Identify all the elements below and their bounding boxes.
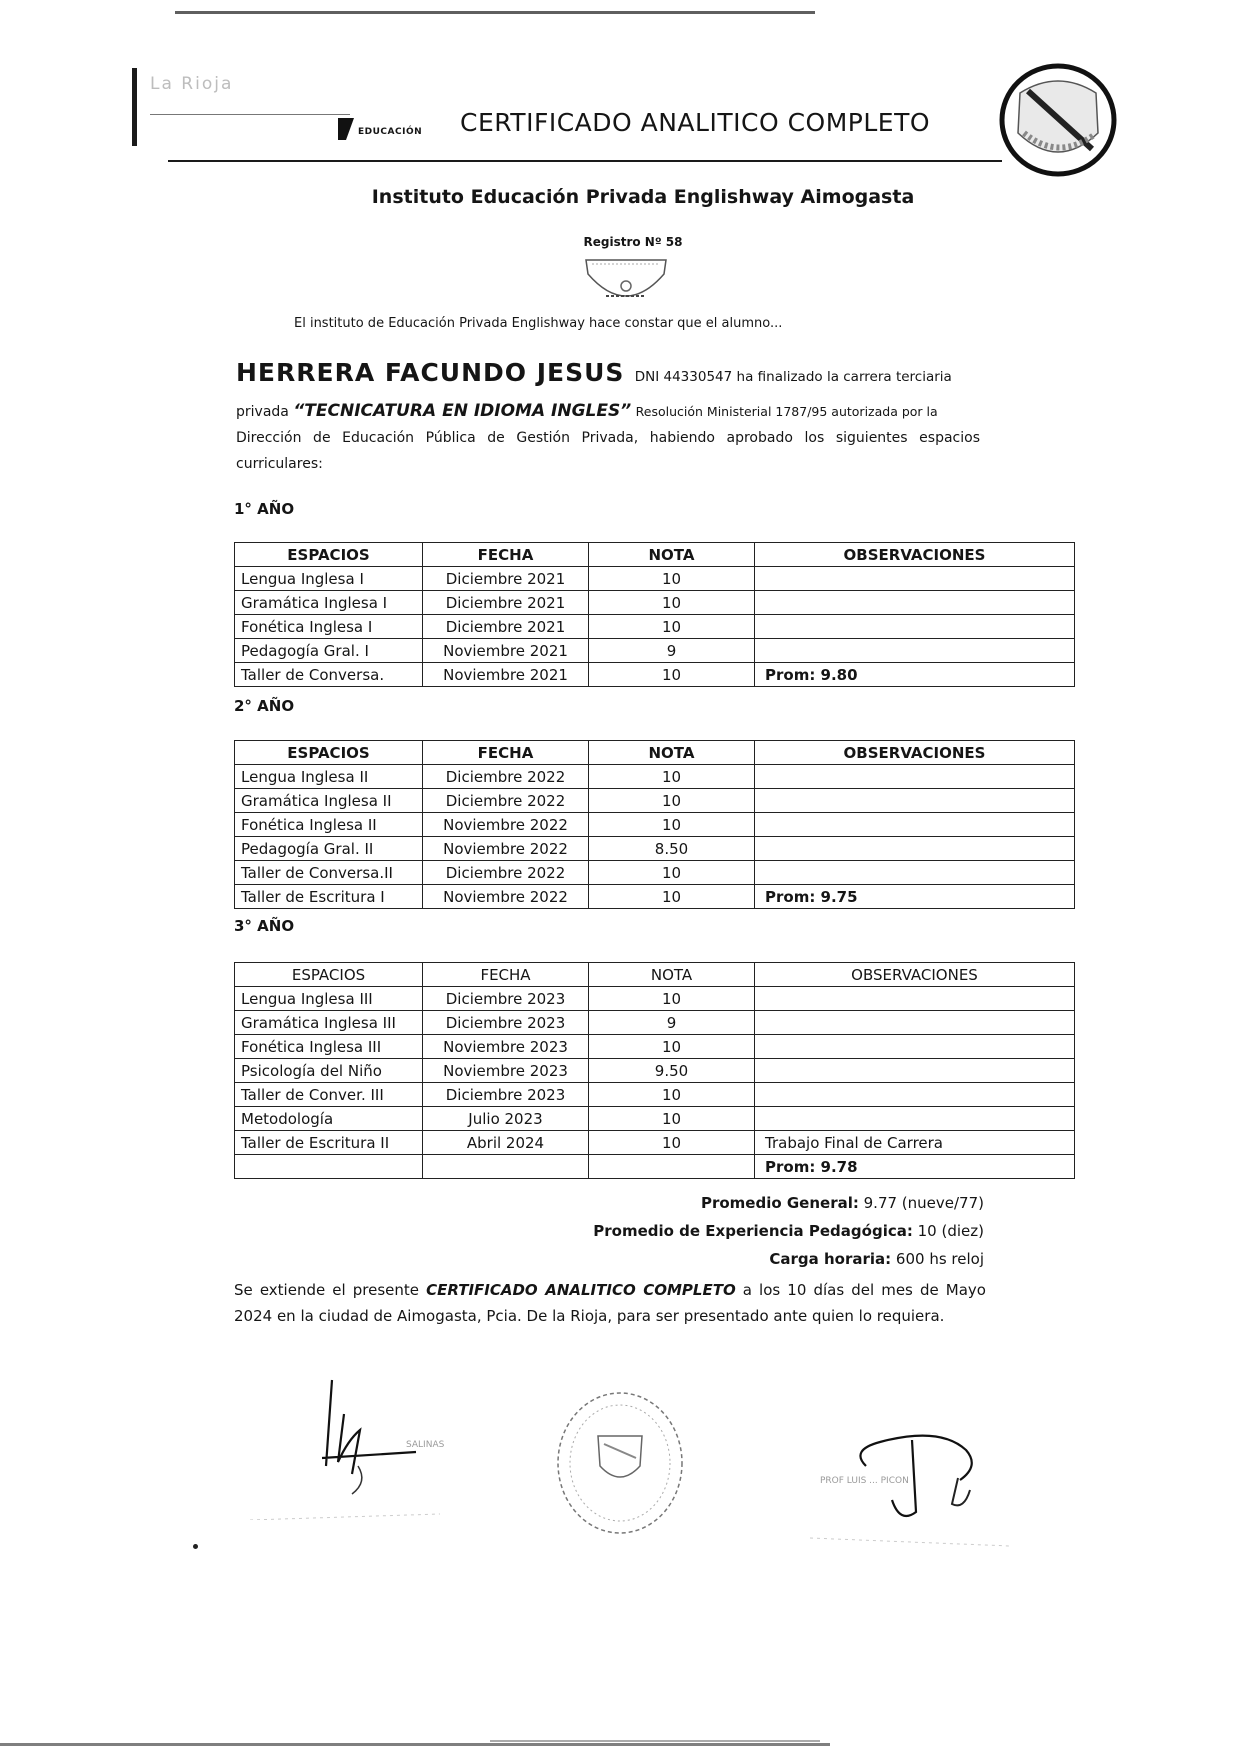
cell-obs xyxy=(755,567,1075,591)
col-fecha: FECHA xyxy=(423,741,589,765)
intro-text: El instituto de Educación Privada Englishway hace constar que el alumno... xyxy=(294,316,783,331)
cell-espacio: Taller de Escritura II xyxy=(235,1131,423,1155)
table-row xyxy=(235,813,1075,837)
cell-espacio: Lengua Inglesa III xyxy=(235,987,423,1011)
cell-espacio: Pedagogía Gral. II xyxy=(235,837,423,861)
header-thin-line xyxy=(150,114,350,115)
year-2-label: 2° AÑO xyxy=(234,697,295,715)
cell-nota: 10 xyxy=(589,591,755,615)
col-espacios: ESPACIOS xyxy=(235,963,423,987)
year-3-label: 3° AÑO xyxy=(234,917,295,935)
cell-fecha: Diciembre 2021 xyxy=(423,591,589,615)
cell-obs xyxy=(755,861,1075,885)
cell-fecha: Julio 2023 xyxy=(423,1107,589,1131)
cell-espacio: Fonética Inglesa II xyxy=(235,813,423,837)
institute-seal-icon xyxy=(582,256,670,308)
col-fecha: FECHA xyxy=(423,543,589,567)
cell-obs xyxy=(755,987,1075,1011)
promedio-general-label: Promedio General: xyxy=(700,1194,859,1212)
cell-nota: 9 xyxy=(589,639,755,663)
cell-espacio: Taller de Escritura I xyxy=(235,885,423,909)
promedio-pedagogica-value: 10 (diez) xyxy=(917,1222,984,1240)
cell-fecha: Diciembre 2021 xyxy=(423,567,589,591)
cell-nota: 10 xyxy=(589,567,755,591)
cell-obs xyxy=(755,591,1075,615)
cell-obs xyxy=(755,789,1075,813)
table-header-row xyxy=(235,963,1075,987)
left-signature xyxy=(240,1370,480,1520)
cell-nota: 10 xyxy=(589,1131,755,1155)
cell-nota: 9 xyxy=(589,1011,755,1035)
resolution-text: Resolución Ministerial 1787/95 autorizada por la xyxy=(635,404,938,419)
cell-obs: Prom: 9.80 xyxy=(755,663,1075,687)
cell-obs xyxy=(755,765,1075,789)
cell-obs xyxy=(755,639,1075,663)
table-row xyxy=(235,1107,1075,1131)
table-row xyxy=(235,639,1075,663)
table-row xyxy=(235,567,1075,591)
cell-nota: 10 xyxy=(589,765,755,789)
cell-fecha xyxy=(423,1155,589,1179)
cell-obs xyxy=(755,1059,1075,1083)
table-row xyxy=(235,1035,1075,1059)
cell-nota xyxy=(589,1155,755,1179)
career-line xyxy=(236,401,938,421)
right-signature xyxy=(800,1420,1020,1560)
cell-obs xyxy=(755,837,1075,861)
cell-obs xyxy=(755,1083,1075,1107)
closing-cert-name: CERTIFICADO ANALITICO COMPLETO xyxy=(426,1281,736,1299)
cell-espacio: Taller de Conversa. xyxy=(235,663,423,687)
cell-fecha: Diciembre 2023 xyxy=(423,1011,589,1035)
cell-fecha: Noviembre 2022 xyxy=(423,837,589,861)
career-prefix: privada xyxy=(236,404,289,420)
col-nota: NOTA xyxy=(589,963,755,987)
year-3-table xyxy=(234,962,1075,1179)
promedio-pedagogica-label: Promedio de Experiencia Pedagógica: xyxy=(593,1222,913,1240)
cell-espacio: Gramática Inglesa III xyxy=(235,1011,423,1035)
institute-name: Instituto Educación Privada Englishway Aimogasta xyxy=(371,186,915,208)
col-observaciones: OBSERVACIONES xyxy=(755,741,1075,765)
year-2-table xyxy=(234,740,1075,909)
career-name: “TECNICATURA EN IDIOMA INGLES” xyxy=(293,401,632,421)
cell-obs xyxy=(755,813,1075,837)
scan-edge-line xyxy=(175,11,815,14)
cell-espacio: Psicología del Niño xyxy=(235,1059,423,1083)
cell-fecha: Noviembre 2022 xyxy=(423,813,589,837)
dni-number: 44330547 xyxy=(663,369,733,385)
table-row xyxy=(235,615,1075,639)
col-nota: NOTA xyxy=(589,741,755,765)
carga-horaria xyxy=(769,1250,984,1268)
cell-espacio xyxy=(235,1155,423,1179)
cell-nota: 10 xyxy=(589,1107,755,1131)
table-row xyxy=(235,1155,1075,1179)
emblem-seal-icon xyxy=(998,63,1118,179)
col-nota: NOTA xyxy=(589,543,755,567)
cell-fecha: Abril 2024 xyxy=(423,1131,589,1155)
cell-obs xyxy=(755,1011,1075,1035)
promedio-general-value: 9.77 (nueve/77) xyxy=(863,1194,984,1212)
scan-edge-line xyxy=(490,1740,820,1742)
cell-obs: Prom: 9.75 xyxy=(755,885,1075,909)
scan-edge-line xyxy=(0,1743,830,1746)
direction-line: Dirección de Educación Pública de Gestión Privada, habiendo aprobado los siguientes espacios xyxy=(236,430,980,446)
col-observaciones: OBSERVACIONES xyxy=(755,963,1075,987)
cell-espacio: Gramática Inglesa I xyxy=(235,591,423,615)
cell-espacio: Lengua Inglesa II xyxy=(235,765,423,789)
cell-nota: 9.50 xyxy=(589,1059,755,1083)
cell-obs: Trabajo Final de Carrera xyxy=(755,1131,1075,1155)
cell-obs xyxy=(755,615,1075,639)
cell-espacio: Lengua Inglesa I xyxy=(235,567,423,591)
table-row xyxy=(235,1011,1075,1035)
header-rule xyxy=(168,160,1002,162)
table-header-row xyxy=(235,543,1075,567)
cell-fecha: Diciembre 2021 xyxy=(423,615,589,639)
table-row xyxy=(235,1131,1075,1155)
cell-espacio: Taller de Conver. III xyxy=(235,1083,423,1107)
cell-obs xyxy=(755,1035,1075,1059)
promedio-general xyxy=(701,1194,984,1212)
carga-horaria-value: 600 hs reloj xyxy=(895,1250,984,1268)
cell-fecha: Diciembre 2022 xyxy=(423,861,589,885)
cell-nota: 10 xyxy=(589,813,755,837)
cell-espacio: Fonética Inglesa I xyxy=(235,615,423,639)
table-row xyxy=(235,1083,1075,1107)
student-line xyxy=(236,358,980,387)
curriculares-line: curriculares: xyxy=(236,456,323,472)
cell-nota: 10 xyxy=(589,861,755,885)
right-signature-name: PROF LUIS ... PICON xyxy=(820,1476,909,1486)
year-1-label: 1° AÑO xyxy=(234,500,295,518)
year-1-table xyxy=(234,542,1075,687)
cell-obs xyxy=(755,1107,1075,1131)
header-bar xyxy=(132,68,137,146)
col-espacios: ESPACIOS xyxy=(235,741,423,765)
promedio-pedagogica xyxy=(593,1222,984,1240)
education-flag-icon xyxy=(338,118,354,140)
scan-dot xyxy=(193,1544,198,1549)
closing-paragraph xyxy=(234,1277,986,1329)
cell-fecha: Noviembre 2022 xyxy=(423,885,589,909)
cell-fecha: Noviembre 2023 xyxy=(423,1035,589,1059)
round-stamp-icon xyxy=(550,1388,690,1538)
table-row xyxy=(235,789,1075,813)
certificate-title: CERTIFICADO ANALITICO COMPLETO xyxy=(460,108,931,137)
cell-fecha: Diciembre 2023 xyxy=(423,987,589,1011)
table-row xyxy=(235,591,1075,615)
col-observaciones: OBSERVACIONES xyxy=(755,543,1075,567)
table-header-row xyxy=(235,741,1075,765)
col-fecha: FECHA xyxy=(423,963,589,987)
cell-fecha: Diciembre 2022 xyxy=(423,765,589,789)
cell-espacio: Metodología xyxy=(235,1107,423,1131)
table-row xyxy=(235,663,1075,687)
cell-nota: 10 xyxy=(589,1035,755,1059)
col-espacios: ESPACIOS xyxy=(235,543,423,567)
cell-fecha: Noviembre 2023 xyxy=(423,1059,589,1083)
closing-prefix: Se extiende el presente xyxy=(234,1281,420,1299)
table-row xyxy=(235,885,1075,909)
cell-espacio: Fonética Inglesa III xyxy=(235,1035,423,1059)
cell-fecha: Diciembre 2022 xyxy=(423,789,589,813)
cell-fecha: Diciembre 2023 xyxy=(423,1083,589,1107)
dni-label: DNI xyxy=(634,369,660,385)
carga-horaria-label: Carga horaria: xyxy=(769,1250,892,1268)
cell-nota: 10 xyxy=(589,885,755,909)
table-row xyxy=(235,1059,1075,1083)
cell-espacio: Taller de Conversa.II xyxy=(235,861,423,885)
table-row xyxy=(235,765,1075,789)
table-row xyxy=(235,837,1075,861)
cell-nota: 10 xyxy=(589,615,755,639)
cell-nota: 10 xyxy=(589,987,755,1011)
closing-suffix: a los 10 días del mes de Mayo 2024 en la ciudad de Aimogasta, Pcia. De la Rioja, para ser presentado ante quien lo requiera. xyxy=(234,1281,986,1325)
cell-obs: Prom: 9.78 xyxy=(755,1155,1075,1179)
cell-nota: 10 xyxy=(589,789,755,813)
cell-espacio: Pedagogía Gral. I xyxy=(235,639,423,663)
student-name: HERRERA FACUNDO JESUS xyxy=(236,358,625,387)
signature-icon xyxy=(800,1420,1020,1560)
registro-number: Registro Nº 58 xyxy=(583,235,683,249)
cell-fecha: Noviembre 2021 xyxy=(423,663,589,687)
finished-text: ha finalizado la carrera terciaria xyxy=(736,369,952,385)
table-row xyxy=(235,987,1075,1011)
cell-espacio: Gramática Inglesa II xyxy=(235,789,423,813)
cell-nota: 10 xyxy=(589,663,755,687)
education-label: EDUCACIÓN xyxy=(358,127,423,137)
table-row xyxy=(235,861,1075,885)
left-signature-name: SALINAS xyxy=(406,1440,445,1450)
cell-nota: 10 xyxy=(589,1083,755,1107)
cell-nota: 8.50 xyxy=(589,837,755,861)
header-faded-text: La Rioja xyxy=(150,74,234,94)
cell-fecha: Noviembre 2021 xyxy=(423,639,589,663)
